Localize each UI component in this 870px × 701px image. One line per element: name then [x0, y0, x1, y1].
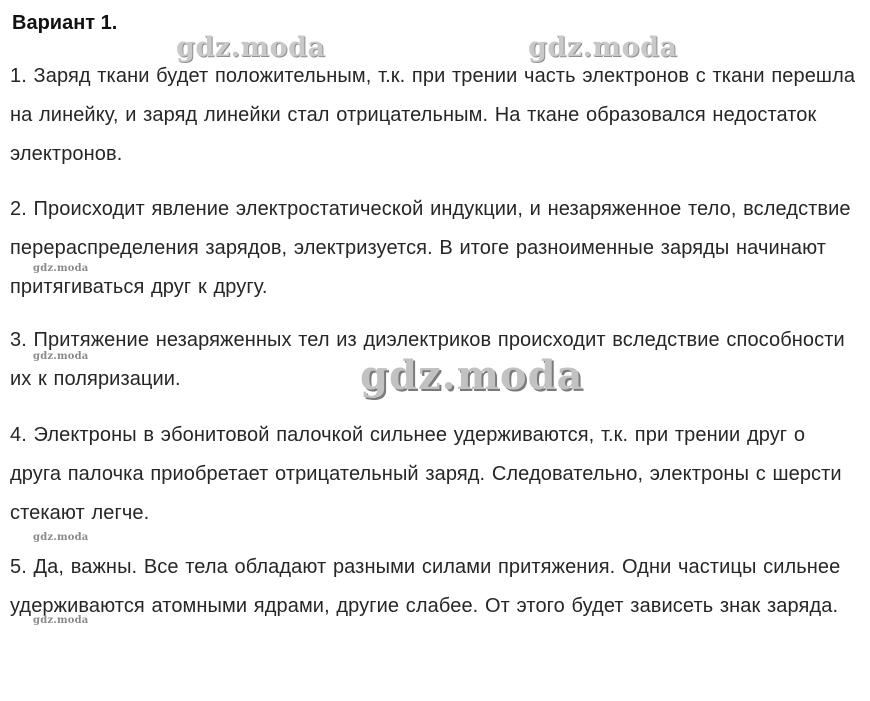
watermark-small-3: gdz.moda [33, 532, 89, 543]
watermark-top-right: gdz.moda [528, 32, 678, 63]
answer-paragraph-2: 2. Происходит явление электростатической индукции, и незаряженное тело, вследствие перераспределения зарядов, электризуется. В итоге разноименные заряды начинают притягиваться друг к другу. [10, 198, 851, 298]
answer-paragraph-5: 5. Да, важны. Все тела обладают разными силами притяжения. Одни частицы сильнее удерживаются атомными ядрами, другие слабее. От этого будет зависеть знак заряда. [10, 556, 841, 617]
watermark-small-2: gdz.moda [33, 351, 89, 362]
answer-paragraph-4: 4. Электроны в эбонитовой палочкой сильнее удерживаются, т.к. при трении друг о друга палочка приобретает отрицательный заряд. Следовательно, электроны с шерсти стекают легче. [10, 424, 842, 524]
watermark-small-1: gdz.moda [33, 263, 89, 274]
document-title: Вариант 1. [12, 12, 118, 34]
watermark-top-left: gdz.moda [176, 32, 326, 63]
answer-paragraph-1: 1. Заряд ткани будет положительным, т.к. при трении часть электронов с ткани перешла на линейку, и заряд линейки стал отрицательным. На ткане образовался недостаток электронов. [10, 65, 856, 165]
watermark-center-large: gdz.moda [360, 352, 584, 399]
watermark-small-4: gdz.moda [33, 615, 89, 626]
answer-paragraph-3: 3. Притяжение незаряженных тел из диэлектриков происходит вследствие способности их к поляризации. [10, 329, 845, 390]
